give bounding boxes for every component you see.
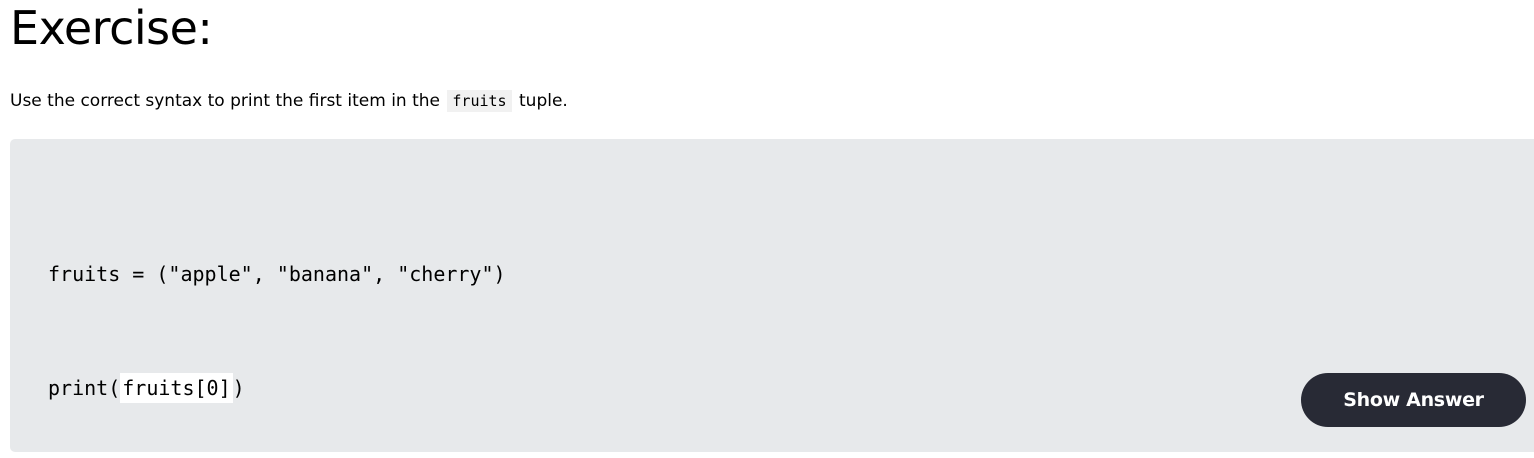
exercise-instruction — [10, 88, 568, 114]
code-line-2-prefix: print( — [48, 376, 121, 400]
instruction-inline-code: fruits — [447, 90, 511, 112]
instruction-text-after: tuple. — [519, 91, 568, 111]
show-answer-button[interactable]: Show Answer — [1301, 373, 1526, 427]
exercise-heading: Exercise: — [10, 1, 213, 55]
code-line-2 — [48, 369, 506, 407]
code-line-2-suffix: ) — [232, 376, 245, 400]
answer-input[interactable]: fruits[0] — [120, 373, 232, 403]
code-line-1: fruits = ("apple", "banana", "cherry") — [48, 262, 506, 286]
exercise-box — [10, 139, 1534, 452]
instruction-text-before: Use the correct syntax to print the first item in the — [10, 91, 440, 111]
code-block — [48, 179, 506, 458]
